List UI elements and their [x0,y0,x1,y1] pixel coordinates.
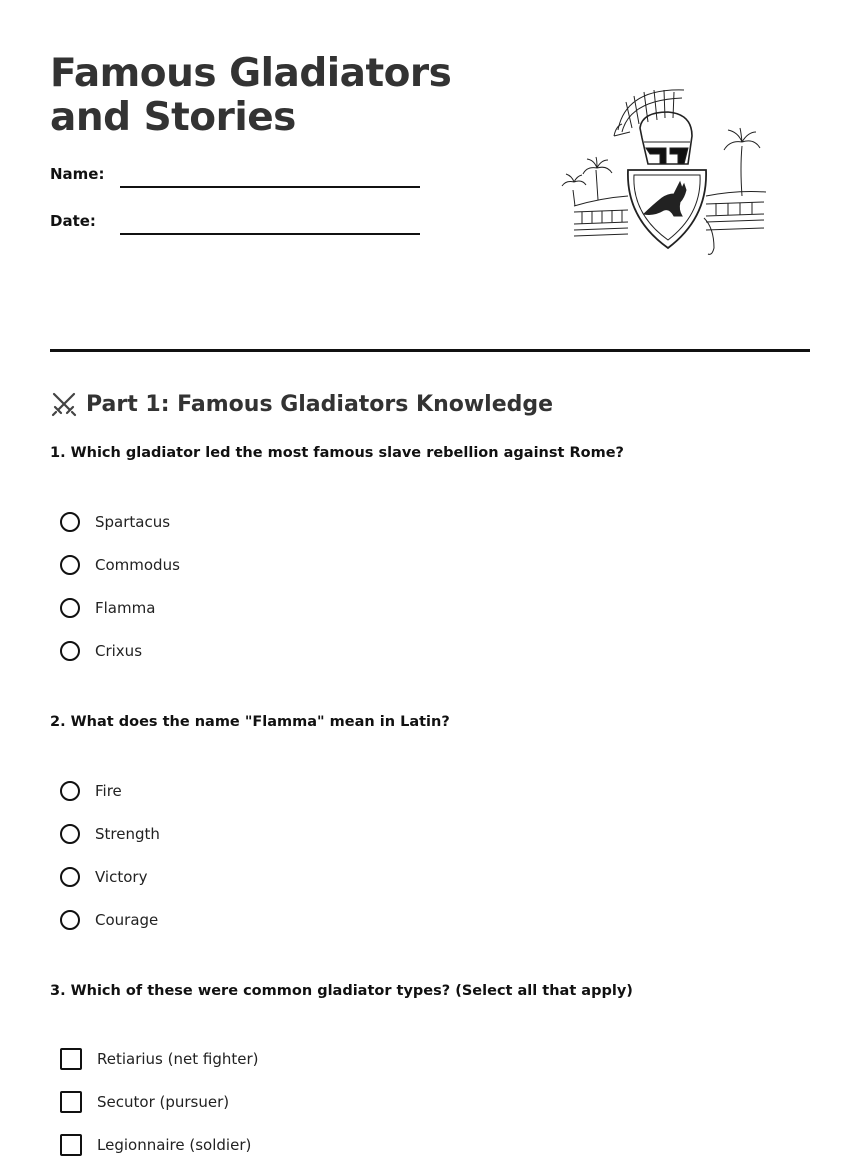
option-label: Legionnaire (soldier) [97,1136,252,1154]
q2-option-2[interactable] [60,821,160,847]
q3-option-2[interactable] [60,1089,229,1115]
q2-option-1[interactable] [60,778,122,804]
radio-button[interactable] [60,824,80,844]
q1-option-2[interactable] [60,552,180,578]
checkbox[interactable] [60,1091,82,1113]
q2-option-3[interactable] [60,864,147,890]
option-label: Flamma [95,599,156,617]
question-1: 1. Which gladiator led the most famous slave rebellion against Rome? [50,445,624,461]
option-label: Retiarius (net fighter) [97,1050,259,1068]
q3-option-1[interactable] [60,1046,258,1072]
radio-button[interactable] [60,867,80,887]
q1-option-1[interactable] [60,509,170,535]
option-label: Strength [95,825,160,843]
radio-button[interactable] [60,598,80,618]
option-label: Secutor (pursuer) [97,1093,230,1111]
header-divider [50,349,810,352]
radio-button[interactable] [60,910,80,930]
option-label: Spartacus [95,513,171,531]
checkbox[interactable] [60,1048,82,1070]
radio-button[interactable] [60,641,80,661]
option-label: Commodus [95,556,180,574]
option-label: Courage [95,911,159,929]
q1-option-4[interactable] [60,638,142,664]
date-label: Date: [50,212,96,230]
worksheet-title: Famous Gladiators and Stories [50,51,452,140]
gladiator-helmet-shield-arena-icon [556,78,776,263]
option-label: Victory [95,868,148,886]
question-3: 3. Which of these were common gladiator types? (Select all that apply) [50,983,633,999]
section-title: Part 1: Famous Gladiators Knowledge [86,391,554,417]
question-2: 2. What does the name "Flamma" mean in Latin? [50,714,450,730]
section-header [50,388,553,420]
q2-option-4[interactable] [60,907,158,933]
name-label: Name: [50,165,105,183]
date-field[interactable] [120,233,420,235]
crossed-swords-icon [50,390,78,418]
radio-button[interactable] [60,512,80,532]
q1-option-3[interactable] [60,595,155,621]
name-field[interactable] [120,186,420,188]
option-label: Fire [95,782,122,800]
q3-option-3[interactable] [60,1132,251,1158]
radio-button[interactable] [60,555,80,575]
checkbox[interactable] [60,1134,82,1156]
radio-button[interactable] [60,781,80,801]
option-label: Crixus [95,642,143,660]
